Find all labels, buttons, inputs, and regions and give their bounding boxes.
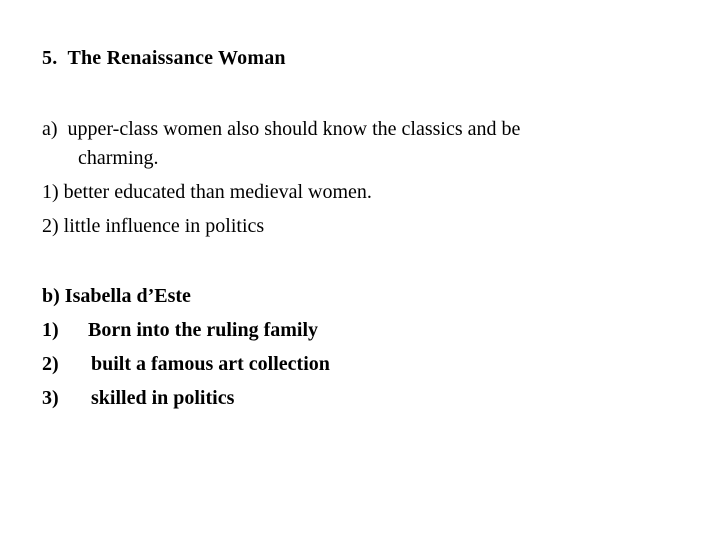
- section-b-item-number: 3): [42, 387, 59, 409]
- section-a-item-number: 2): [42, 215, 59, 237]
- section-b-item-1: [42, 318, 318, 342]
- slide-title: 5. The Renaissance Woman: [42, 47, 286, 69]
- section-b-item-number: 2): [42, 353, 59, 375]
- section-b-item-text: Born into the ruling family: [88, 319, 319, 341]
- section-a-heading-continued: charming.: [78, 147, 159, 169]
- section-b-item-number: 1): [42, 319, 59, 341]
- section-a-item-text: little influence in politics: [63, 215, 265, 237]
- section-a-item-2: [42, 214, 264, 238]
- section-b-heading: b) Isabella d’Este: [42, 285, 191, 307]
- section-a-item-number: 1): [42, 181, 59, 203]
- section-b-item-text: skilled in politics: [91, 387, 235, 409]
- section-b-item-text: built a famous art collection: [91, 353, 330, 375]
- section-a-item-1: [42, 180, 372, 204]
- section-a-heading: a) upper-class women also should know the classics and be: [42, 118, 521, 140]
- section-a-item-text: better educated than medieval women.: [58, 181, 372, 203]
- section-b-item-3: [42, 386, 234, 410]
- section-b-item-2: [42, 352, 330, 376]
